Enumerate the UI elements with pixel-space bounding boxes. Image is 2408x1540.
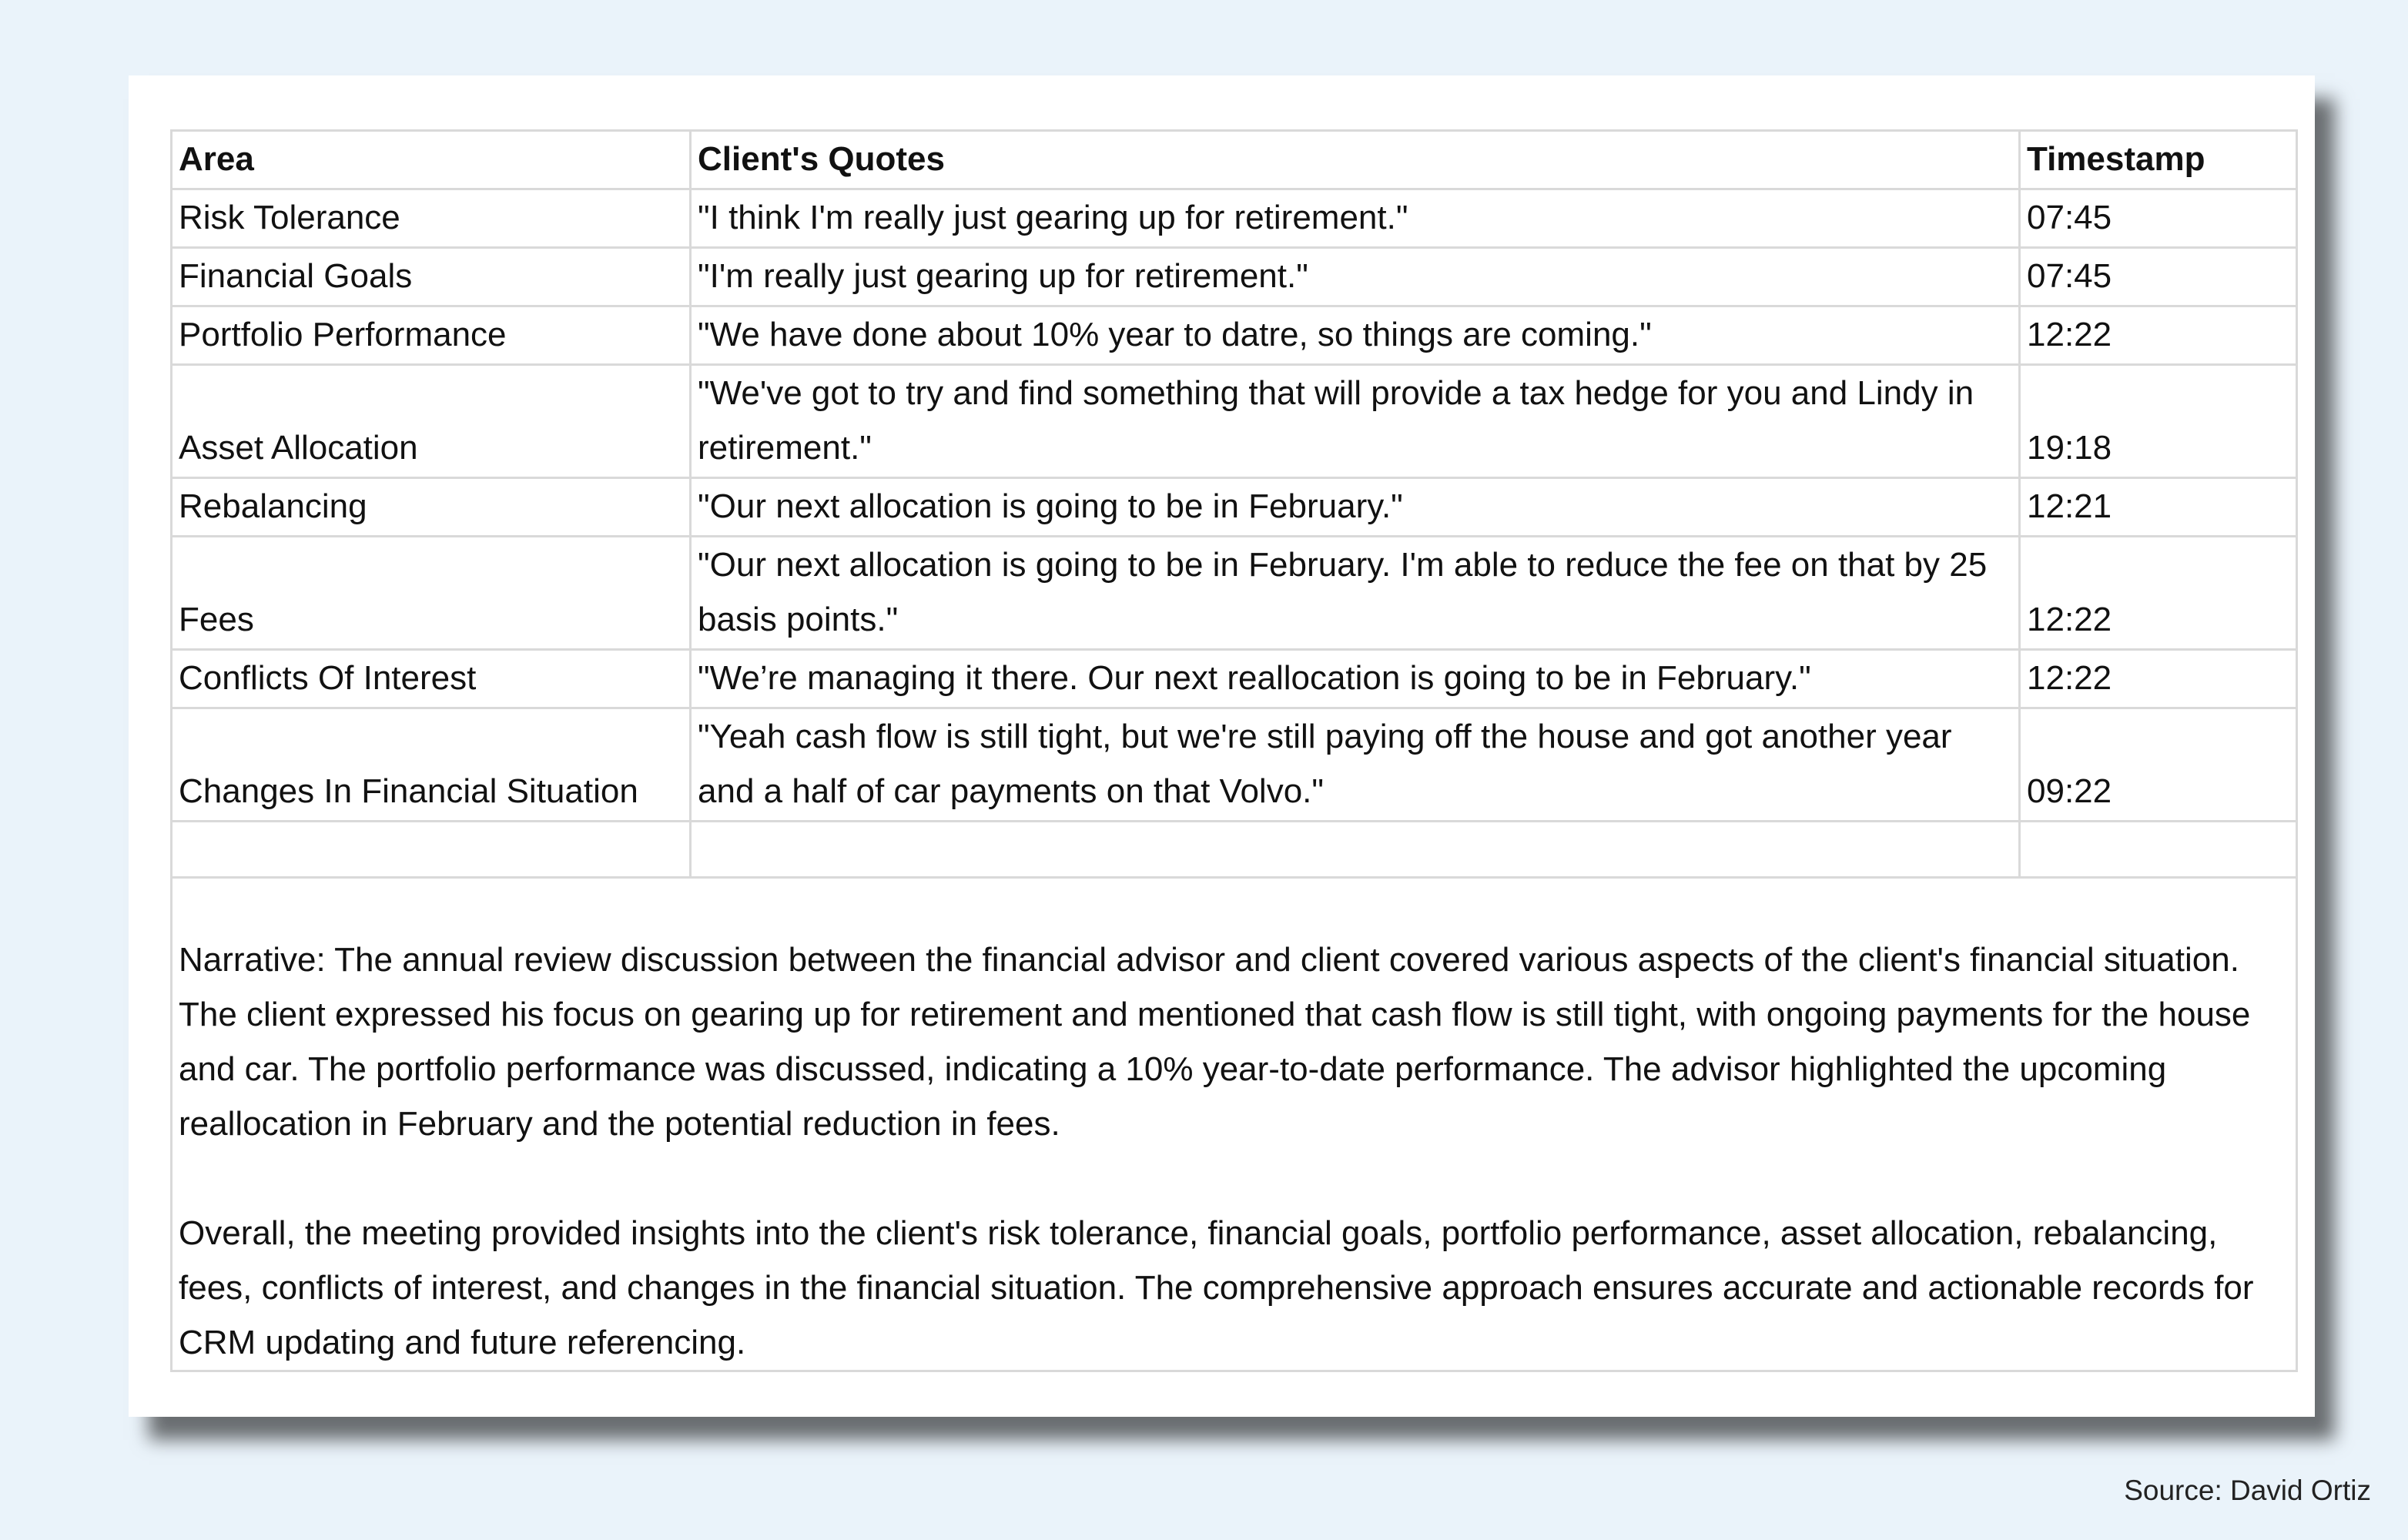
header-area: Area: [172, 131, 691, 189]
quote-cell: "Our next allocation is going to be in February. I'm able to reduce the fee on that by 25 basis points.": [691, 537, 2020, 650]
header-timestamp: Timestamp: [2020, 131, 2297, 189]
quote-cell: "Yeah cash flow is still tight, but we're still paying off the house and got another year and a half of car payments on that Volvo.": [691, 708, 2020, 822]
narrative-cell: [172, 878, 2297, 1371]
area-cell: Conflicts Of Interest: [172, 650, 691, 708]
quote-cell: "We've got to try and find something that will provide a tax hedge for you and Lindy in retirement.": [691, 365, 2020, 478]
timestamp-cell: 07:45: [2020, 248, 2297, 306]
timestamp-cell: 09:22: [2020, 708, 2297, 822]
narrative-paragraph: Narrative: The annual review discussion between the financial advisor and client covered various aspects of the client's financial situation. The client expressed his focus on gearing up for retirement and mentioned that cash flow is still tight, with ongoing payments for the house and car. The portfolio performance was discussed, indicating a 10% year-to-date performance. The advisor highlighted the upcoming reallocation in February and the potential reduction in fees.: [179, 941, 2251, 1143]
summary-paragraph: Overall, the meeting provided insights into the client's risk tolerance, financial goals, portfolio performance, asset allocation, rebalancing, fees, conflicts of interest, and changes in the financial situation. The comprehensive approach ensures accurate and actionable records for CRM updating and future referencing.: [179, 1214, 2254, 1361]
table-row: [172, 537, 2297, 650]
quote-cell: "We’re managing it there. Our next reallocation is going to be in February.": [691, 650, 2020, 708]
table-row: [172, 306, 2297, 365]
table-row: [172, 189, 2297, 248]
area-cell: Rebalancing: [172, 478, 691, 537]
timestamp-cell: 12:22: [2020, 650, 2297, 708]
table-row: [172, 478, 2297, 537]
table-row: [172, 248, 2297, 306]
narrative-row: [172, 878, 2297, 1371]
document-card: [129, 75, 2315, 1417]
area-cell: Portfolio Performance: [172, 306, 691, 365]
quote-cell: "Our next allocation is going to be in February.": [691, 478, 2020, 537]
empty-cell: [2020, 822, 2297, 878]
header-quotes: Client's Quotes: [691, 131, 2020, 189]
quote-cell: "I think I'm really just gearing up for retirement.": [691, 189, 2020, 248]
area-cell: Changes In Financial Situation: [172, 708, 691, 822]
area-cell: Fees: [172, 537, 691, 650]
source-credit: Source: David Ortiz: [2124, 1475, 2371, 1506]
quotes-table: [170, 129, 2298, 1372]
header-row: [172, 131, 2297, 189]
timestamp-cell: 12:22: [2020, 306, 2297, 365]
timestamp-cell: 12:22: [2020, 537, 2297, 650]
empty-cell: [691, 822, 2020, 878]
quote-cell: "I'm really just gearing up for retirement.": [691, 248, 2020, 306]
area-cell: Risk Tolerance: [172, 189, 691, 248]
area-cell: Asset Allocation: [172, 365, 691, 478]
empty-row: [172, 822, 2297, 878]
area-cell: Financial Goals: [172, 248, 691, 306]
empty-cell: [172, 822, 691, 878]
table-row: [172, 365, 2297, 478]
timestamp-cell: 07:45: [2020, 189, 2297, 248]
table-row: [172, 650, 2297, 708]
quote-cell: "We have done about 10% year to datre, so things are coming.": [691, 306, 2020, 365]
timestamp-cell: 12:21: [2020, 478, 2297, 537]
table-row: [172, 708, 2297, 822]
timestamp-cell: 19:18: [2020, 365, 2297, 478]
